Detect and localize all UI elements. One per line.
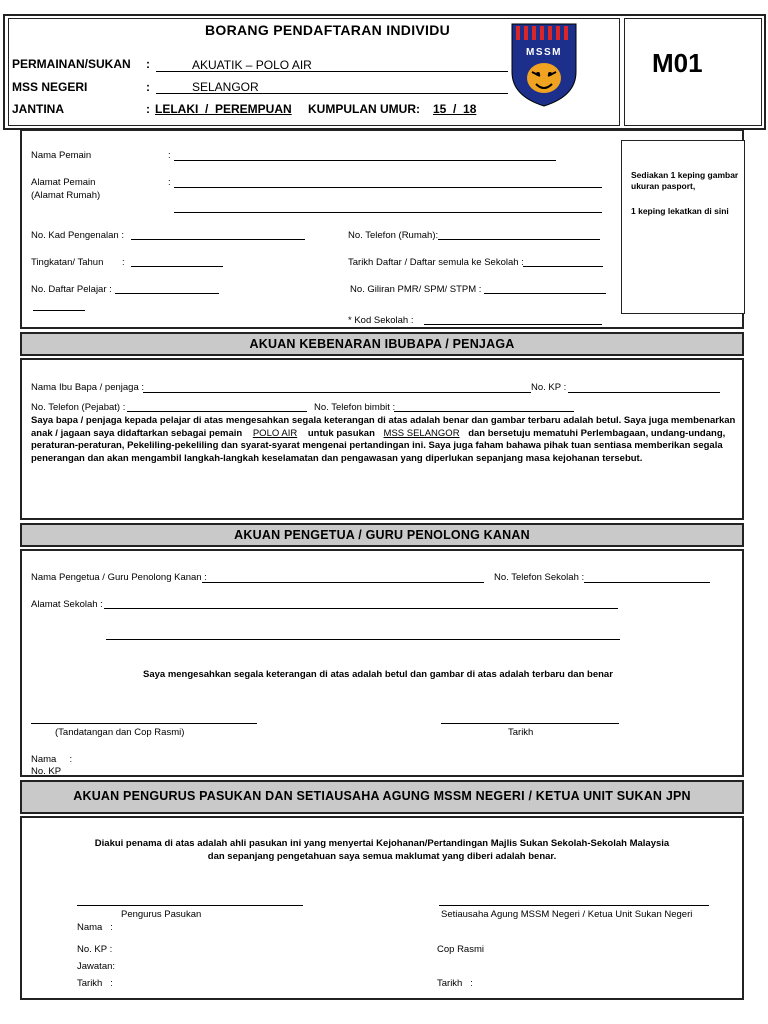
principal-date-line[interactable] (441, 723, 619, 724)
ic-label: No. Kad Pengenalan : (31, 230, 124, 241)
team-heading: AKUAN PENGURUS PASUKAN DAN SETIAUSAHA AGUNG MSSM NEGERI / KETUA UNIT SUKAN JPN (20, 780, 744, 814)
school-address-label: Alamat Sekolah : (31, 599, 103, 610)
age-group-value[interactable]: 15 / 18 (433, 102, 477, 116)
mobile-label: No. Telefon bimbit : (314, 402, 396, 413)
student-name-label: Nama Pemain (31, 150, 92, 161)
office-phone-input[interactable] (127, 411, 307, 412)
grade-label: Tingkatan/ Tahun (31, 257, 104, 268)
age-group-label: KUMPULAN UMUR: (308, 102, 420, 116)
parent-name-label: Nama Ibu Bapa / penjaga : (31, 382, 145, 393)
principal-name-row: Nama : (31, 754, 73, 765)
home-phone-label: No. Telefon (Rumah): (348, 230, 439, 241)
secretary-signature-line[interactable] (439, 905, 709, 906)
parent-heading: AKUAN KEBENARAN IBUBAPA / PENJAGA (20, 332, 744, 356)
principal-signature-line[interactable] (31, 723, 257, 724)
team-name-label: Nama : (77, 922, 113, 933)
principal-date-label: Tarikh (508, 727, 534, 738)
position-label: Jawatan: (77, 961, 116, 972)
principal-ic-row: No. KP (31, 766, 62, 774)
sport-underline (156, 71, 508, 72)
form-code: M01 (652, 48, 703, 78)
photo-box (621, 140, 745, 314)
state-underline (156, 93, 508, 94)
parent-declaration-a: Saya bapa / penjaga kepada pelajar di atas mengesahkan segala keterangan di atas adalah benar dan gambar terbaru adalah betul. Saya juga membenarkan anak / jagaan saya didaftarkan sebagai pemain (31, 415, 736, 439)
student-no-input-2[interactable] (33, 310, 85, 311)
manager-signature-line[interactable] (77, 905, 303, 906)
address-colon: : (168, 177, 171, 188)
school-address-input-1[interactable] (104, 608, 618, 609)
school-phone-label: No. Telefon Sekolah : (494, 572, 585, 583)
principal-signature-label: (Tandatangan dan Cop Rasmi) (55, 727, 185, 738)
exam-no-label: No. Giliran PMR/ SPM/ STPM : (350, 284, 482, 295)
secretary-label: Setiausaha Agung MSSM Negeri / Ketua Unit Sukan Negeri (441, 909, 693, 920)
logo-text: MSSM (526, 47, 562, 58)
school-code-label: * Kod Sekolah : (348, 315, 414, 326)
student-name-colon: : (168, 150, 171, 161)
team-ic-label: No. KP : (77, 944, 113, 955)
sport-label: PERMAINAN/SUKAN (12, 57, 131, 71)
parent-name-input[interactable] (143, 392, 531, 393)
gender-options[interactable]: LELAKI / PEREMPUAN (155, 102, 292, 116)
school-code-input[interactable] (424, 324, 602, 325)
principal-declaration: Saya mengesahkan segala keterangan di atas adalah betul dan gambar di atas adalah terbaru dan benar (143, 669, 613, 680)
parent-declaration-c: dan bersetuju mematuhi Perlembagaan, undang-undang, peraturan-peraturan, Pekeliling-pekeliling dan syarat-syarat mengenai pertandingan ini. Saya juga faham bahawa pihak tuan sentiasa memberikan segala penerangan dan akan mengambil langkah-langkah keselamatan dan pengawasan yang diperlukan sepanjang masa kejohanan tersebut. (31, 427, 726, 464)
parent-ic-input[interactable] (568, 392, 720, 393)
address-input-1[interactable] (174, 187, 602, 188)
form-title: BORANG PENDAFTARAN INDIVIDU (205, 22, 451, 38)
parent-ic-label: No. KP : (531, 382, 567, 393)
school-phone-input[interactable] (584, 582, 710, 583)
photo-instruction-2: 1 keping lekatkan di sini (631, 206, 729, 216)
state-value[interactable]: SELANGOR (192, 80, 259, 94)
gender-colon: : (146, 102, 150, 116)
ic-input[interactable] (131, 239, 305, 240)
grade-colon: : (122, 257, 125, 268)
manager-label: Pengurus Pasukan (121, 909, 202, 920)
grade-input[interactable] (131, 266, 223, 267)
office-phone-label: No. Telefon (Pejabat) : (31, 402, 126, 413)
address-label: Alamat Pemain (31, 177, 96, 188)
principal-ic-row-clip (31, 766, 91, 774)
team-date-label-right: Tarikh : (437, 978, 473, 989)
parent-declaration-b: untuk pasukan (305, 427, 378, 439)
student-name-input[interactable] (174, 160, 556, 161)
sport-value[interactable]: AKUATIK – POLO AIR (192, 58, 312, 72)
team-declaration-1: Diakui penama di atas adalah ahli pasukan ini yang menyertai Kejohanan/Pertandingan Majlis Sukan Sekolah-Sekolah Malaysia (94, 838, 670, 849)
mssm-logo (510, 22, 578, 108)
principal-heading: AKUAN PENGETUA / GURU PENOLONG KANAN (20, 523, 744, 547)
photo-instruction-1: Sediakan 1 keping gambar ukuran pasport, (631, 170, 739, 191)
parent-declaration (31, 415, 736, 465)
school-address-input-2[interactable] (106, 639, 620, 640)
sport-colon: : (146, 57, 150, 71)
reg-date-input[interactable] (523, 266, 603, 267)
team-fill: MSS SELANGOR (383, 427, 460, 439)
reg-date-label: Tarikh Daftar / Daftar semula ke Sekolah : (348, 257, 524, 268)
address-input-2[interactable] (174, 212, 602, 213)
mobile-input[interactable] (394, 411, 574, 412)
student-no-input[interactable] (115, 293, 219, 294)
principal-name-label: Nama Pengetua / Guru Penolong Kanan : (31, 572, 207, 583)
sport-fill: POLO AIR (252, 427, 298, 439)
team-date-label: Tarikh : (77, 978, 113, 989)
gender-label: JANTINA (12, 102, 65, 116)
home-phone-input[interactable] (438, 239, 600, 240)
student-no-label: No. Daftar Pelajar : (31, 284, 112, 295)
state-colon: : (146, 80, 150, 94)
stamp-label: Cop Rasmi (437, 944, 484, 955)
team-declaration-2: dan sepanjang pengetahuan saya semua maklumat yang diberi adalah benar. (207, 851, 557, 862)
state-label: MSS NEGERI (12, 80, 88, 94)
address-sub-label: (Alamat Rumah) (31, 190, 101, 201)
principal-section (20, 549, 744, 777)
principal-name-input[interactable] (202, 582, 484, 583)
exam-no-input[interactable] (484, 293, 606, 294)
